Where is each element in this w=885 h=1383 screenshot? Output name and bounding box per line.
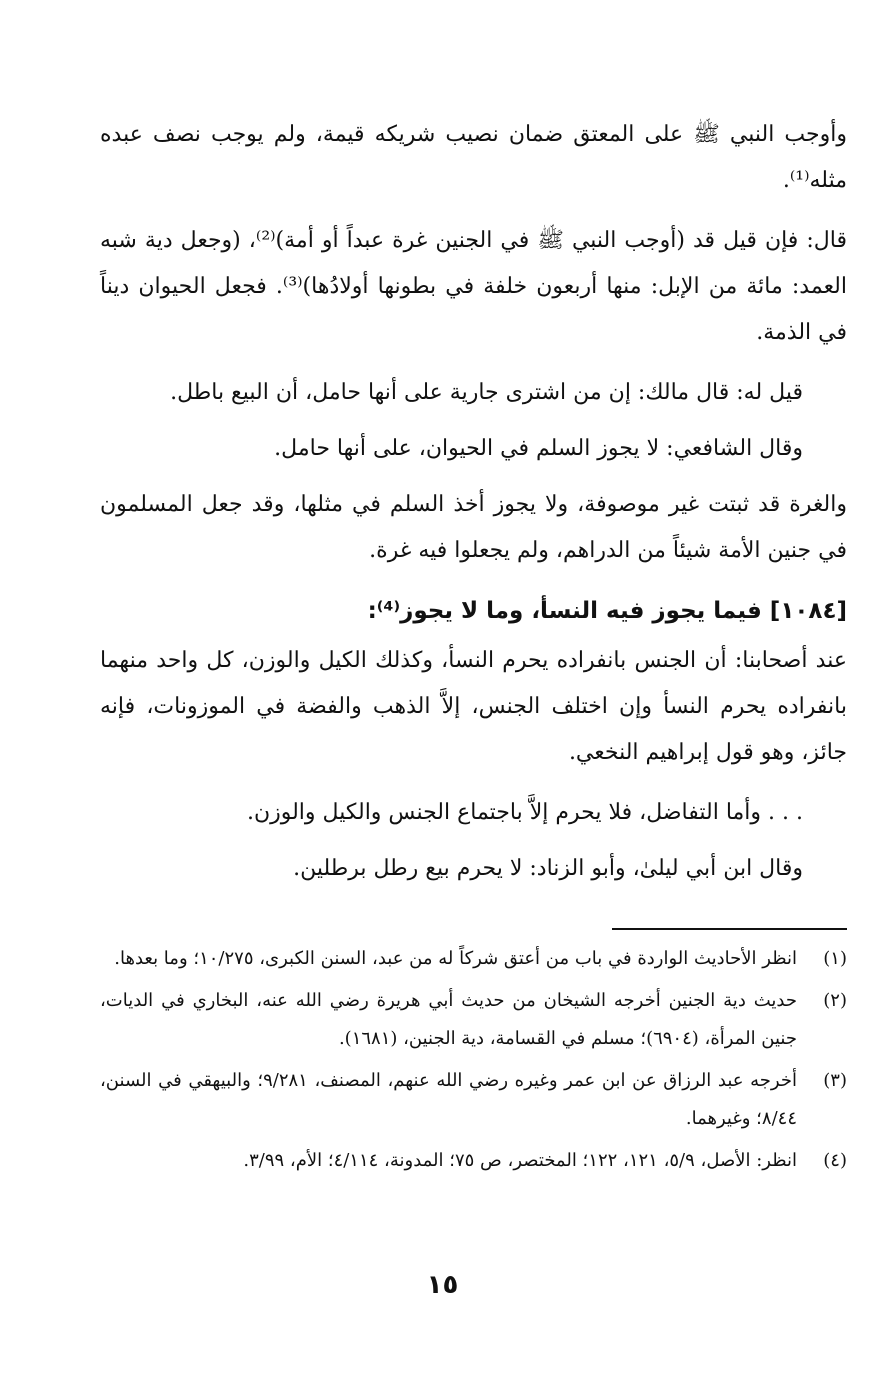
footnote-number: (٢) — [823, 990, 847, 1011]
footnote-3 — [100, 1062, 847, 1138]
paragraph-2: قال: فإن قيل قد (أوجب النبي ﷺ في الجنين غرة عبداً أو أمة)⁽²⁾، (وجعل دية شبه العمد: مائة من الإبل: منها أربعون خلفة في بطونها أولادُها)⁽³⁾. فجعل الحيوان ديناً في الذمة. — [100, 228, 847, 345]
paragraph-4: وقال الشافعي: لا يجوز السلم في الحيوان، على أنها حامل. — [274, 436, 803, 461]
footnote-text: انظر الأحاديث الواردة في باب من أعتق شركاً له من عبد، السنن الكبرى، ١٠/٢٧٥؛ وما بعدها. — [114, 948, 797, 969]
paragraph-7: . . . وأما التفاضل، فلا يحرم إلاَّ باجتماع الجنس والكيل والوزن. — [246, 800, 803, 825]
footnotes — [100, 940, 847, 1184]
footnote-separator — [612, 928, 847, 930]
footnote-number: (١) — [823, 948, 847, 969]
footnote-2 — [100, 982, 847, 1058]
footnote-text: حديث دية الجنين أخرجه الشيخان من حديث أبي هريرة رضي الله عنه، البخاري في الديات، جنين المرأة، (٦٩٠٤)؛ مسلم في القسامة، دية الجنين، (١٦٨١). — [100, 990, 797, 1049]
main-text — [100, 112, 847, 906]
paragraph-5: والغرة قد ثبتت غير موصوفة، ولا يجوز أخذ السلم في مثلها، وقد جعل المسلمون في جنين الأمة شيئاً من الدراهم، ولم يجعلوا فيه غرة. — [100, 492, 847, 563]
paragraph-6: عند أصحابنا: أن الجنس بانفراده يحرم النسأ، وكذلك الكيل والوزن، كل واحد منهما بانفراده يحرم النسأ وإن اختلف الجنس، إلاَّ الذهب والفضة في الموزونات، فإنه جائز، وهو قول إبراهيم النخعي. — [100, 648, 847, 765]
footnote-text: انظر: الأصل، ٥/٩، ١٢١، ١٢٢؛ المختصر، ص ٧٥؛ المدونة، ٤/١١٤؛ الأم، ٣/٩٩. — [243, 1150, 797, 1171]
footnote-number: (٣) — [823, 1070, 847, 1091]
paragraph-3: قيل له: قال مالك: إن من اشترى جارية على أنها حامل، أن البيع باطل. — [170, 380, 803, 405]
footnote-1 — [100, 940, 847, 978]
page-number: ١٥ — [426, 1270, 459, 1300]
paragraph-1: وأوجب النبي ﷺ على المعتق ضمان نصيب شريكه قيمة، ولم يوجب نصف عبده مثله⁽¹⁾. — [100, 122, 847, 193]
footnote-number: (٤) — [823, 1150, 847, 1171]
footnote-text: أخرجه عبد الرزاق عن ابن عمر وغيره رضي الله عنهم، المصنف، ٩/٢٨١؛ والبيهقي في السنن، ٨/٤٤؛ وغيرهما. — [100, 1070, 797, 1129]
footnote-4 — [100, 1142, 847, 1180]
section-heading: [١٠٨٤] فيما يجوز فيه النسأ، وما لا يجوز⁽⁴⁾: — [367, 598, 847, 624]
paragraph-8: وقال ابن أبي ليلىٰ، وأبو الزناد: لا يحرم بيع رطل برطلين. — [293, 856, 803, 881]
